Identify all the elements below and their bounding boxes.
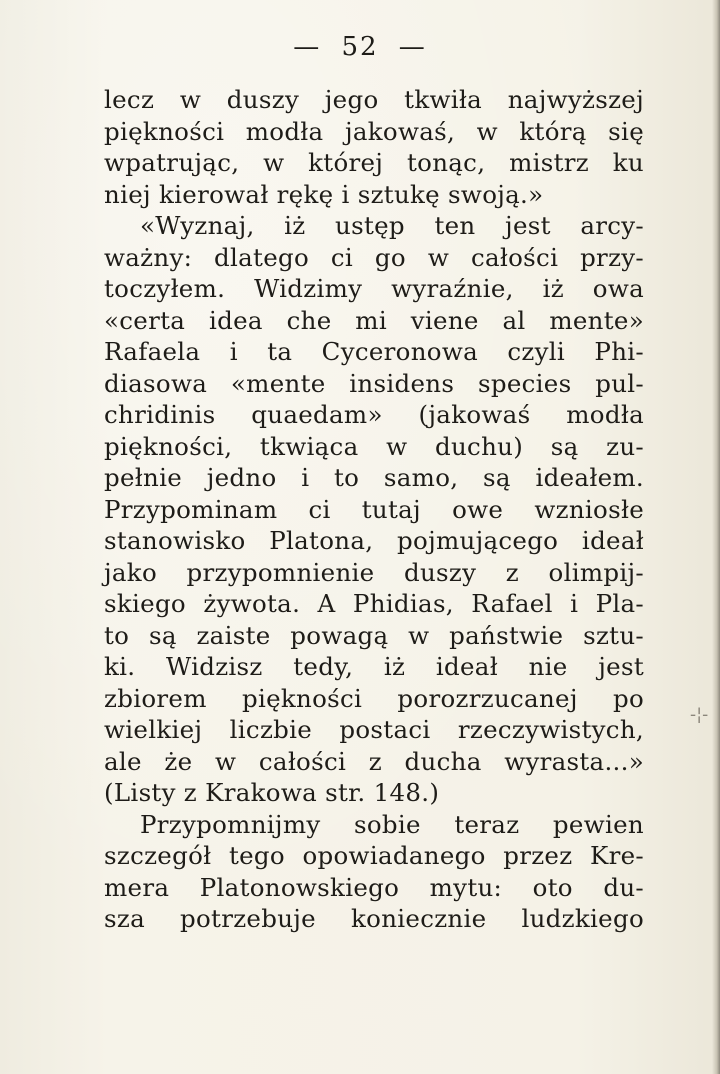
- text-line: mera Platonowskiego mytu: oto du-: [104, 872, 644, 902]
- page-edge-shadow: [712, 0, 720, 1074]
- text-line: jako przypomnienie duszy z olimpij-: [104, 557, 644, 587]
- text-line: skiego żywota. A Phidias, Rafael i Pla-: [104, 589, 644, 618]
- text-line: Przypominam ci tutaj owe wzniosłe: [104, 494, 644, 524]
- text-line: ki. Widzisz tedy, iż ideał nie jest: [104, 652, 644, 681]
- text-line: zbiorem piękności porozrzucanej po: [104, 683, 644, 713]
- text-line: ważny: dlatego ci go w całości przy-: [104, 242, 644, 272]
- text-line: Rafaela i ta Cyceronowa czyli Phi-: [104, 337, 644, 366]
- text-line: wpatrując, w której tonąc, mistrz ku: [104, 148, 644, 177]
- text-line: «Wyznaj, iż ustęp ten jest arcy-: [140, 211, 644, 240]
- text-line: lecz w duszy jego tkwiła najwyższej: [104, 85, 644, 114]
- page-number: — 52 —: [293, 32, 427, 62]
- text-line: toczyłem. Widzimy wyraźnie, iż owa: [104, 274, 644, 303]
- text-line: «certa idea che mi viene al mente»: [104, 305, 644, 335]
- text-line: diasowa «mente insidens species pul-: [104, 368, 644, 398]
- text-line: chridinis quaedam» (jakowaś modła: [104, 400, 644, 429]
- text-line: piękności modła jakowaś, w którą się: [104, 116, 644, 146]
- text-line: stanowisko Platona, pojmującego ideał: [104, 526, 644, 555]
- text-line: (Listy z Krakowa str. 148.): [104, 778, 440, 807]
- text-line: niej kierował rękę i sztukę swoją.»: [104, 179, 544, 209]
- text-line: sza potrzebuje koniecznie ludzkiego: [104, 904, 644, 933]
- text-line: Przypomnijmy sobie teraz pewien: [140, 809, 644, 839]
- text-line: wielkiej liczbie postaci rzeczywistych,: [104, 715, 644, 744]
- body-text: [104, 84, 644, 935]
- text-line: ale że w całości z ducha wyrasta...»: [104, 746, 644, 776]
- text-line: to są zaiste powagą w państwie sztu-: [104, 620, 644, 650]
- text-line: piękności, tkwiąca w duchu) są zu-: [104, 431, 644, 461]
- text-line: pełnie jedno i to samo, są ideałem.: [104, 463, 644, 492]
- margin-mark: -¦-: [690, 704, 709, 725]
- text-line: szczegół tego opowiadanego przez Kre-: [104, 841, 644, 870]
